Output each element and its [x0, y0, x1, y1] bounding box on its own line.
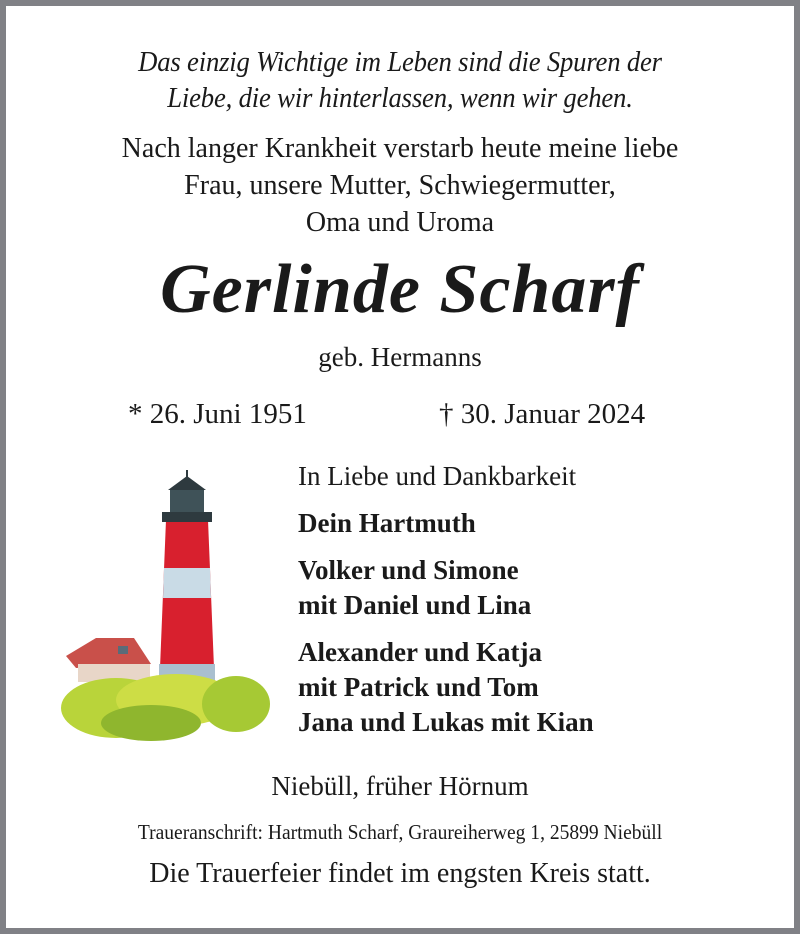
mourner-line: Volker und Simone — [298, 555, 519, 585]
mourner-group — [298, 553, 768, 623]
intro-line: Oma und Uroma — [305, 207, 495, 238]
intro-text — [6, 130, 794, 241]
mourner-line: mit Daniel und Lina — [298, 590, 532, 620]
ceremony-note: Die Trauerfeier findet im engsten Kreis statt. — [149, 858, 651, 889]
lighthouse-icon — [56, 468, 271, 758]
mourner-group — [298, 635, 768, 740]
maiden-name: geb. Hermanns — [318, 342, 482, 372]
intro-line: Frau, unsere Mutter, Schwiegermutter, — [184, 170, 616, 201]
mourners-block — [298, 458, 768, 752]
quote-line: Liebe, die wir hinterlassen, wenn wir gehen. — [167, 82, 633, 114]
place: Niebüll, früher Hörnum — [271, 771, 529, 801]
intro-line: Nach langer Krankheit verstarb heute meine liebe — [121, 133, 679, 164]
deceased-name: Gerlinde Scharf — [160, 251, 640, 328]
mourning-address: Traueranschrift: Hartmuth Scharf, Graureiherweg 1, 25899 Niebüll — [137, 820, 663, 844]
death-date: † 30. Januar 2024 — [439, 398, 646, 430]
mourner-line: Jana und Lukas mit Kian — [298, 707, 594, 737]
birth-date: * 26. Juni 1951 — [128, 398, 307, 430]
greeting: In Liebe und Dankbarkeit — [298, 461, 577, 491]
mourner-line: mit Patrick und Tom — [298, 672, 539, 702]
mourner-line: Dein Hartmuth — [298, 508, 476, 538]
mourner-line: Alexander und Katja — [298, 637, 543, 667]
obituary-card — [6, 6, 794, 928]
mourner-group — [298, 506, 768, 541]
quote — [38, 44, 763, 116]
quote-line: Das einzig Wichtige im Leben sind die Spuren der — [138, 46, 662, 78]
